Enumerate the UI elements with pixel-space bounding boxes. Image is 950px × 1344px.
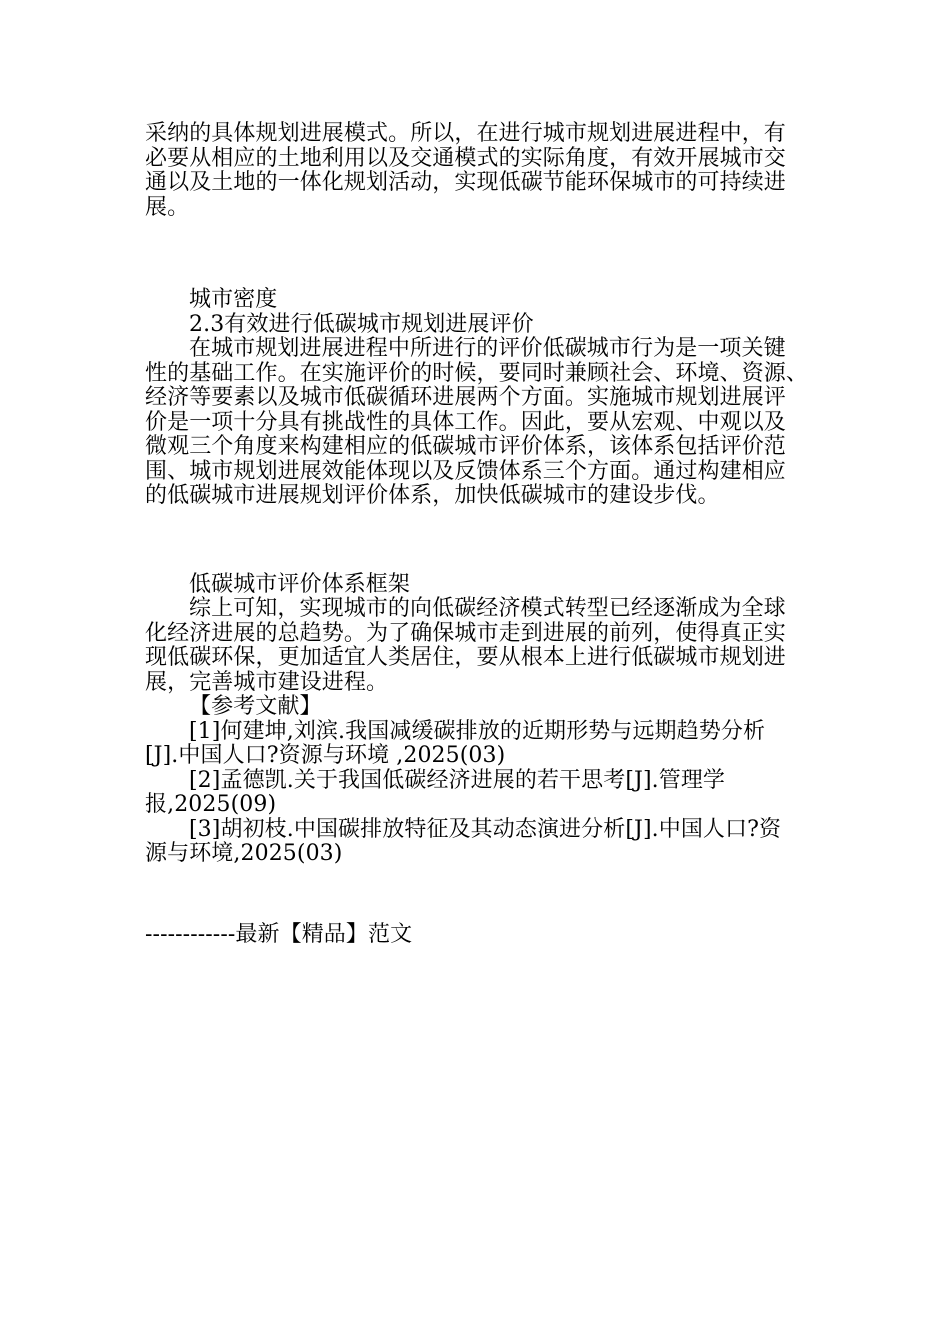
text-line: 在城市规划进展进程中所进行的评价低碳城市行为是一项关键 (189, 336, 786, 361)
text-line: 现低碳环保，更加适宜人类居住，要从根本上进行低碳城市规划进 (145, 645, 786, 670)
text-line: 经济等要素以及城市低碳循环进展两个方面。实施城市规划进展评 (145, 385, 786, 410)
reference-line: [J].中国人口?资源与环境 ,2025(03) (145, 743, 506, 768)
text-line: 围、城市规划进展效能体现以及反馈体系三个方面。通过构建相应 (145, 458, 786, 484)
footer-text: ------------最新【精品】范文 (145, 921, 413, 947)
text-line: 性的基础工作。在实施评价的时候，要同时兼顾社会、环境、资源、 (145, 360, 809, 386)
reference-item (145, 769, 813, 818)
text-line: 展，完善城市建设进程。 (145, 669, 389, 695)
reference-item (145, 720, 813, 769)
text-line: 采纳的具体规划进展模式。所以，在进行城市规划进展进程中，有 (145, 121, 786, 146)
reference-line: [1]何建坤,刘滨.我国减缓碳排放的近期形势与远期趋势分析 (189, 718, 766, 744)
paragraph-conclusion (145, 597, 813, 695)
section-heading: 2.3有效进行低碳城市规划进展评价 (189, 311, 534, 337)
text-line: 的低碳城市进展规划评价体系，加快低碳城市的建设步伐。 (145, 483, 720, 508)
paragraph-evaluation (145, 337, 813, 509)
paragraph-intro (145, 122, 813, 220)
reference-item (145, 818, 813, 867)
reference-line: [3]胡初枝.中国碳排放特征及其动态演进分析[J].中国人口?资 (189, 816, 782, 842)
reference-line: 源与环境,2025(03) (145, 841, 343, 866)
text-line: 微观三个角度来构建相应的低碳城市评价体系，该体系包括评价范 (145, 434, 786, 459)
spacer (145, 509, 813, 573)
reference-line: [2]孟德凯.关于我国低碳经济进展的若干思考[J].管理学 (189, 767, 726, 793)
text-line: 展。 (145, 194, 190, 220)
spacer (145, 220, 813, 288)
figure-caption: 城市密度 (189, 287, 278, 312)
figure-caption: 低碳城市评价体系框架 (189, 571, 411, 597)
text-line: 必要从相应的土地利用以及交通模式的实际角度，有效开展城市交 (145, 145, 786, 171)
reference-line: 报,2025(09) (145, 792, 277, 817)
text-line: 通以及土地的一体化规划活动，实现低碳节能环保城市的可持续进 (145, 170, 786, 195)
text-line: 化经济进展的总趋势。为了确保城市走到进展的前列，使得真正实 (145, 620, 786, 646)
text-line: 价是一项十分具有挑战性的具体工作。因此，要从宏观、中观以及 (145, 409, 786, 435)
document-page (145, 122, 813, 947)
spacer (145, 867, 813, 923)
text-line: 综上可知，实现城市的向低碳经济模式转型已经逐渐成为全球 (189, 596, 786, 621)
reference-list (145, 720, 813, 867)
references-heading: 【参考文献】 (189, 694, 322, 719)
